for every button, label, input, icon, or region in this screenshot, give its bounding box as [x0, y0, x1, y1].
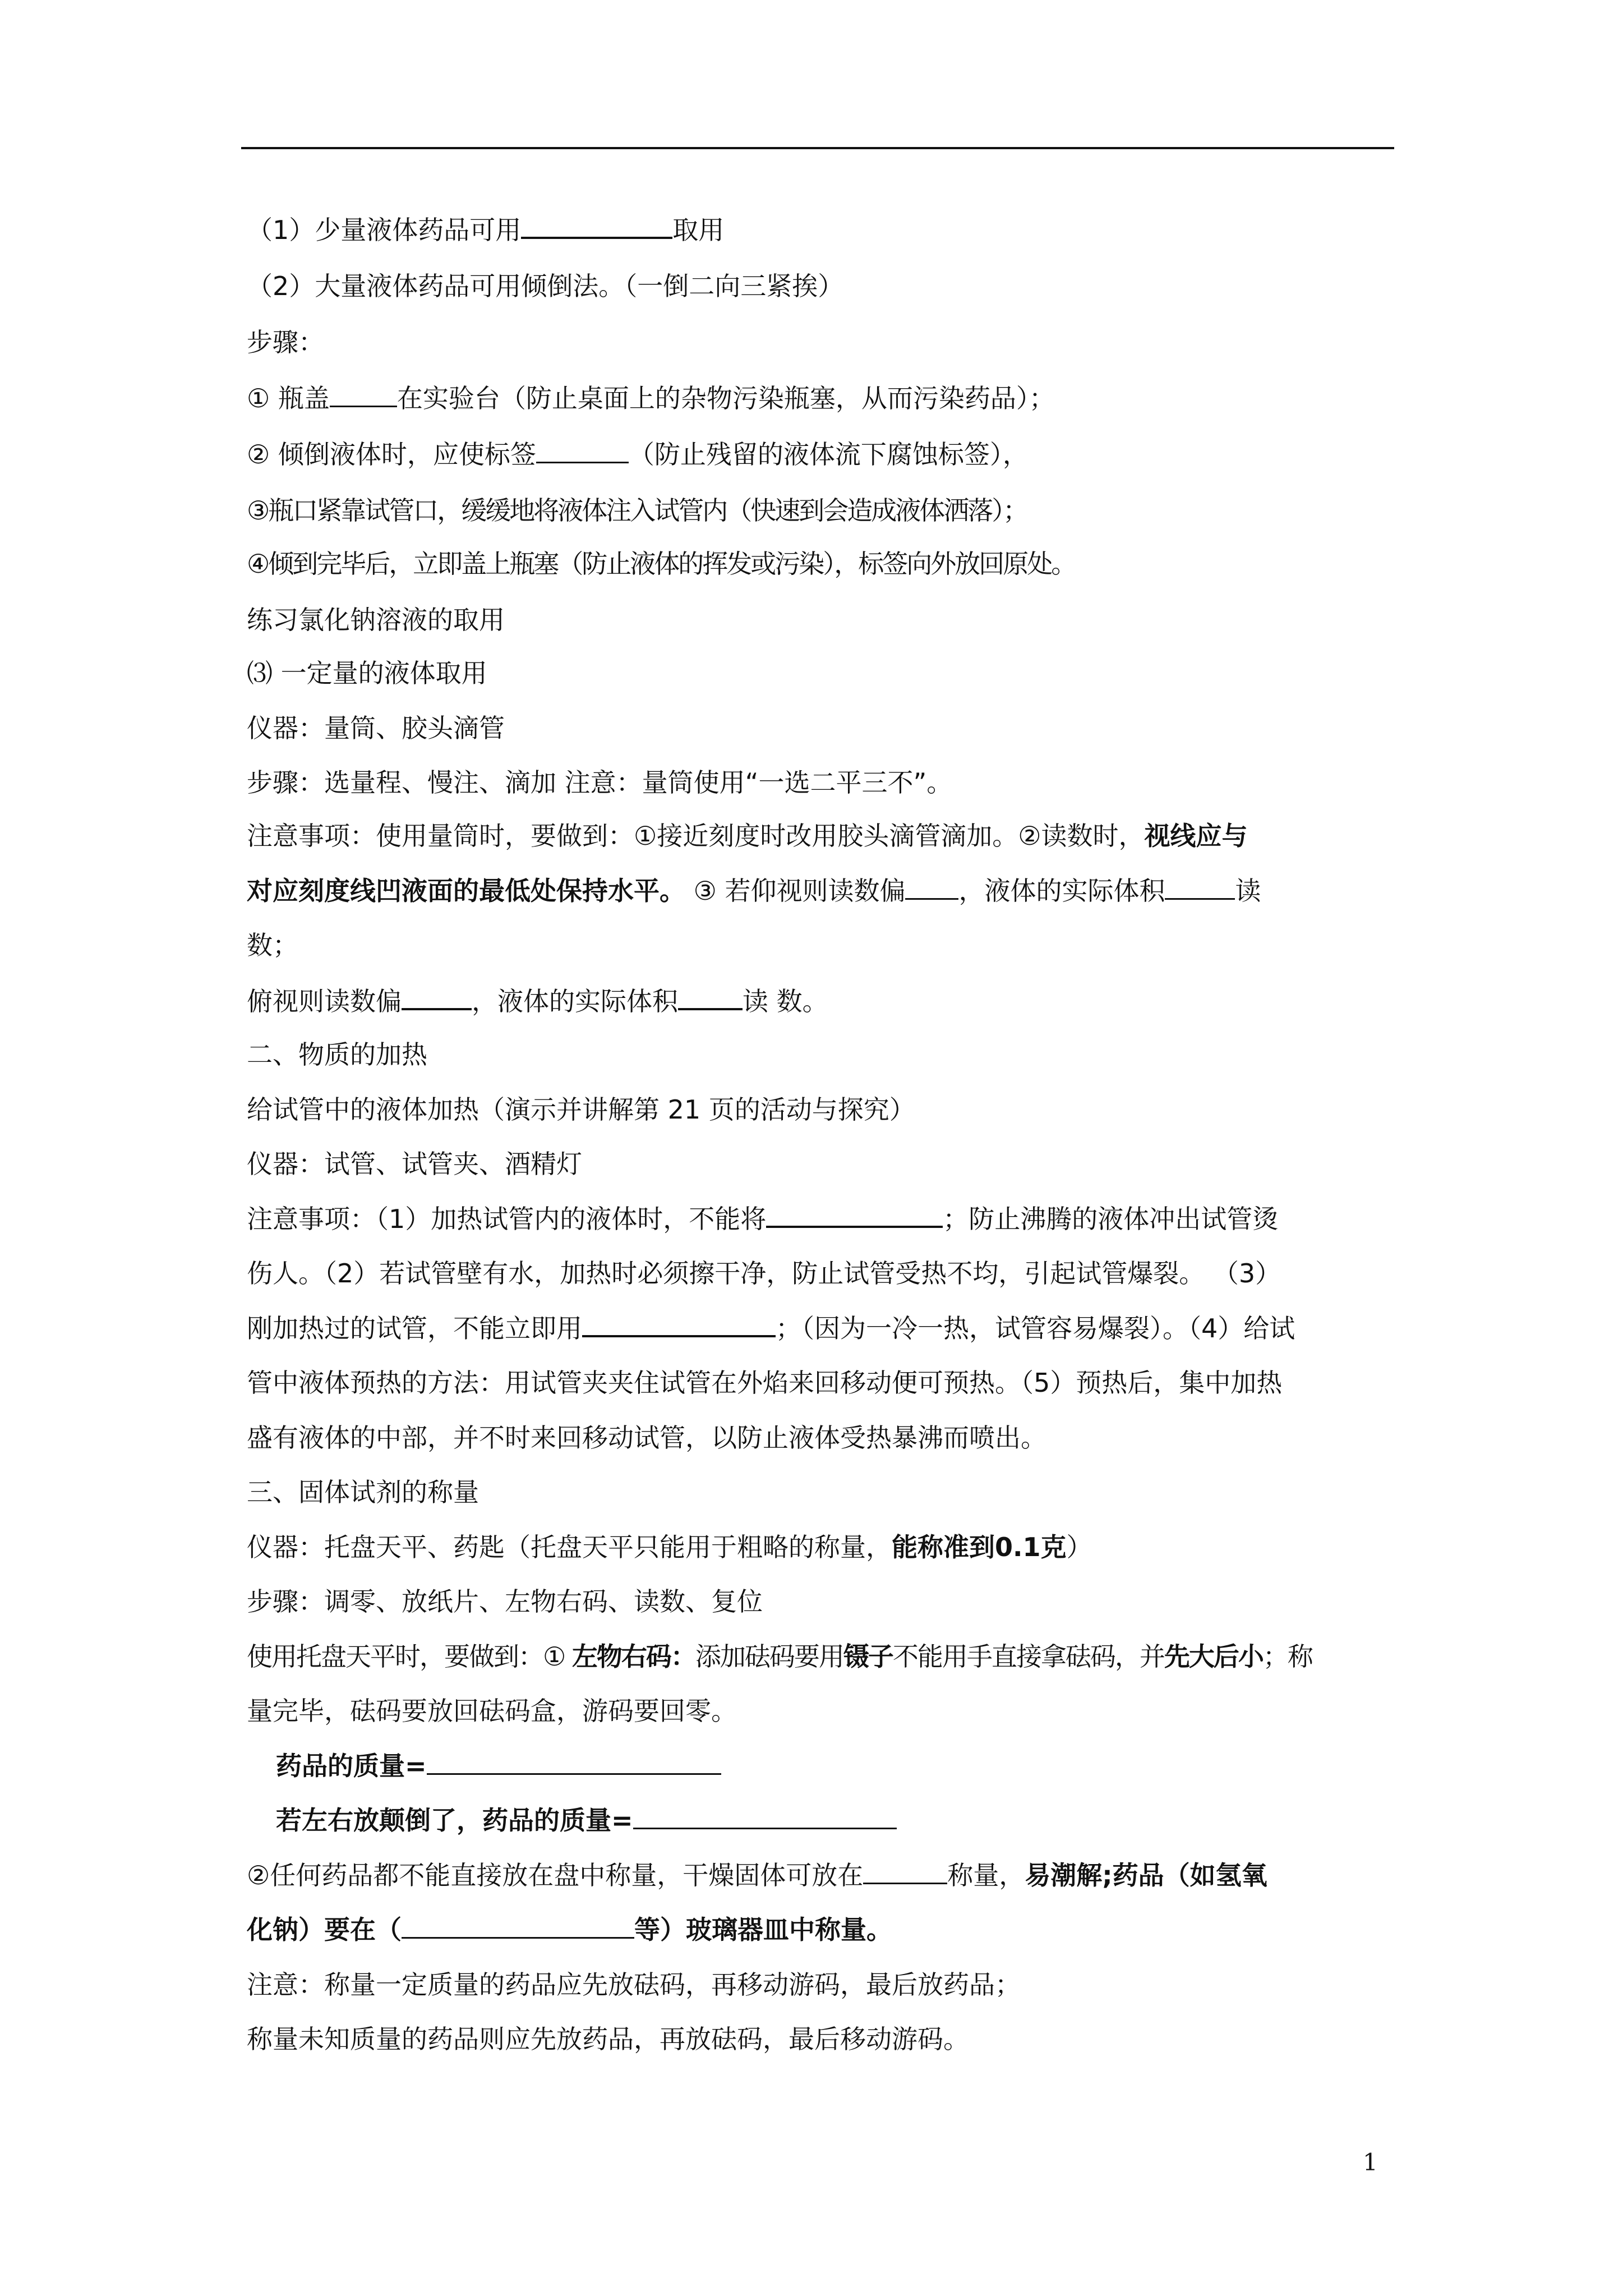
- bold-text-run: 镊子: [843, 1641, 893, 1672]
- text-line: [247, 213, 724, 247]
- fill-blank: [905, 876, 958, 900]
- bold-text-run: 左物右码：: [571, 1641, 695, 1672]
- text-line: 给试管中的液体加热（演示并讲解第 21 页的活动与探究）: [247, 1094, 915, 1125]
- text-run: ；称: [1262, 1641, 1312, 1672]
- text-line: [276, 1749, 721, 1783]
- text-line: 步骤：调零、放纸片、左物右码、读数、复位: [247, 1586, 763, 1617]
- text-run: 使用托盘天平时，要做到：①: [247, 1641, 572, 1672]
- fill-blank: [863, 1860, 947, 1884]
- text-line: ⑶ 一定量的液体取用: [247, 658, 487, 688]
- text-run: 仪器：托盘天平、药匙（托盘天平只能用于粗略的称量，: [247, 1532, 892, 1562]
- text-line: [247, 874, 1261, 908]
- text-run: ② 倾倒液体时，应使标签: [247, 439, 536, 470]
- text-run: 不能用手直接拿砝码，并: [892, 1641, 1164, 1672]
- bold-text-run: 化钠）要在（: [247, 1915, 402, 1945]
- text-line: ④倾到完毕后，立即盖上瓶塞（防止液体的挥发或污染），标签向外放回原处。: [247, 549, 1076, 579]
- text-line: [247, 1202, 1278, 1236]
- text-line: 仪器：量筒、胶头滴管: [247, 713, 505, 743]
- text-run: ，液体的实际体积: [958, 876, 1165, 906]
- header-rule: [241, 147, 1394, 149]
- text-line: [276, 1803, 897, 1837]
- text-run: ②任何药品都不能直接放在盘中称量，干燥固体可放在: [247, 1860, 864, 1890]
- fill-blank: [1165, 876, 1235, 900]
- bold-text-run: 对应刻度线凹液面的最低处保持水平。: [247, 876, 685, 906]
- text-line: （2）大量液体药品可用倾倒法。（一倒二向三紧挨）: [247, 271, 844, 301]
- text-run: （防止残留的液体流下腐蚀标签），: [628, 439, 1029, 470]
- fill-blank: [536, 439, 629, 463]
- text-line: [247, 381, 1055, 415]
- text-line: 称量未知质量的药品则应先放药品，再放砝码，最后移动游码。: [247, 2024, 969, 2054]
- text-run: （1）少量液体药品可用: [247, 215, 522, 245]
- text-line: 二、物质的加热: [247, 1039, 427, 1070]
- fill-blank: [766, 1203, 943, 1228]
- text-run: 添加砝码要用: [695, 1641, 843, 1672]
- text-line: 仪器：试管、试管夹、酒精灯: [247, 1149, 582, 1179]
- fill-blank: [678, 986, 743, 1010]
- text-run: ）: [1066, 1532, 1092, 1562]
- fill-blank: [633, 1805, 897, 1829]
- fill-blank: [521, 214, 672, 239]
- text-run: ；（因为一冷一热，试管容易爆裂）。（4）给试: [776, 1313, 1295, 1343]
- fill-blank: [402, 1915, 634, 1939]
- text-line: 注意：称量一定质量的药品应先放砝码，再移动游码，最后放药品；: [247, 1970, 1021, 2000]
- text-run: 俯视则读数偏: [247, 986, 402, 1016]
- text-run: ；防止沸腾的液体冲出试管烫: [943, 1204, 1279, 1234]
- bold-text-run: 先大后小: [1164, 1641, 1263, 1672]
- bold-text-run: 等）玻璃器皿中称量。: [634, 1915, 892, 1945]
- fill-blank: [427, 1751, 721, 1775]
- bold-text-run: 能称准到0.1克: [892, 1532, 1067, 1562]
- text-line: 步骤：选量程、慢注、滴加 注意：量筒使用“一选二平三不”。: [247, 767, 953, 798]
- bold-text-run: 易潮解;药品（如氢氧: [1025, 1860, 1267, 1890]
- fill-blank: [402, 986, 472, 1010]
- text-line: 数；: [247, 930, 298, 960]
- text-run: 刚加热过的试管，不能立即用: [247, 1313, 582, 1343]
- text-run: 在实验台（防止桌面上的杂物污染瓶塞，从而污染药品）；: [396, 383, 1055, 413]
- text-run: 读: [1235, 876, 1261, 906]
- text-line: 步骤：: [247, 327, 324, 357]
- text-run: 注意事项：使用量筒时，要做到：①接近刻度时改用胶头滴管滴加。②读数时，: [247, 821, 1145, 851]
- text-line: [247, 438, 1029, 471]
- text-line: 练习氯化钠溶液的取用: [247, 605, 505, 635]
- text-line: 管中液体预热的方法：用试管夹夹住试管在外焰来回移动便可预热。（5）预热后，集中加热: [247, 1368, 1283, 1398]
- fill-blank: [582, 1313, 776, 1337]
- text-line: [247, 1530, 1092, 1564]
- text-line: [247, 1312, 1295, 1345]
- text-run: 称量，: [947, 1860, 1025, 1890]
- text-line: 盛有液体的中部，并不时来回移动试管，以防止液体受热暴沸而喷出。: [247, 1423, 1046, 1453]
- text-line: [247, 984, 828, 1018]
- text-line: [247, 1640, 1312, 1673]
- page-number: 1: [1363, 2148, 1378, 2176]
- text-run: 取用: [672, 215, 725, 245]
- text-line: 三、固体试剂的称量: [247, 1477, 479, 1507]
- bold-text-run: 药品的质量=: [276, 1751, 427, 1781]
- text-line: 伤人。（2）若试管壁有水，加热时必须擦干净，防止试管受热不均，引起试管爆裂。 （3）: [247, 1258, 1281, 1289]
- bold-text-run: 视线应与: [1144, 821, 1248, 851]
- fill-blank: [330, 383, 397, 407]
- text-run: ，液体的实际体积: [472, 986, 678, 1016]
- text-run: ③ 若仰视则读数偏: [685, 876, 906, 906]
- text-line: 量完毕，砝码要放回砝码盒，游码要回零。: [247, 1696, 737, 1726]
- bold-text-run: 若左右放颠倒了，药品的质量=: [276, 1805, 633, 1835]
- text-line: [247, 819, 1247, 853]
- text-line: [247, 1858, 1267, 1892]
- text-line: [247, 1913, 892, 1947]
- text-run: 读 数。: [743, 986, 828, 1016]
- text-line: ③瓶口紧靠试管口，缓缓地将液体注入试管内（快速到会造成液体洒落）；: [247, 495, 1027, 526]
- text-run: 注意事项：（1）加热试管内的液体时，不能将: [247, 1204, 767, 1234]
- text-run: ① 瓶盖: [247, 383, 330, 413]
